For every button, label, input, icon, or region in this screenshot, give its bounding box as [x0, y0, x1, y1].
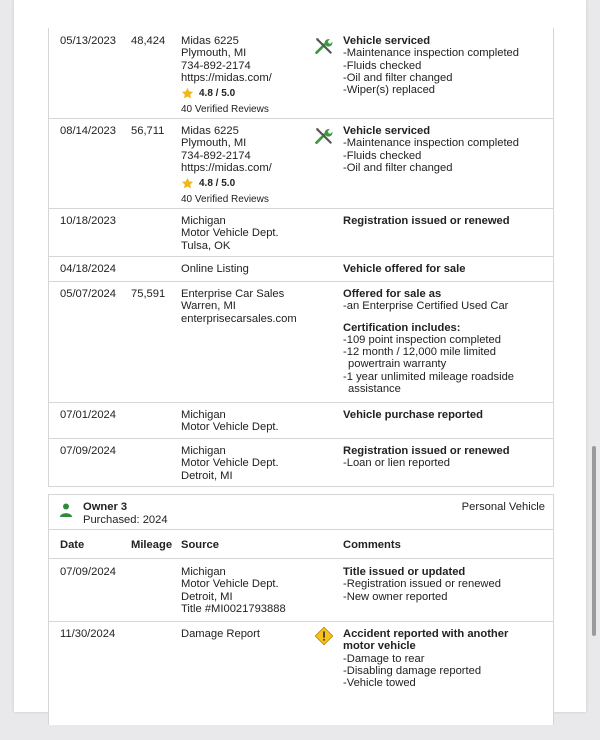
warning-icon — [314, 626, 334, 646]
comment-title: Vehicle serviced — [343, 35, 431, 47]
table-row — [49, 281, 553, 403]
record-comments: Vehicle serviced - Maintenance inspection completed - Fluids checked - Oil and filter changed — [343, 125, 548, 174]
comment-title: Title issued or updated — [343, 566, 466, 578]
rating-score: 4.8 / 5.0 — [199, 87, 236, 99]
record-date: 05/13/2023 — [60, 35, 116, 47]
header-mileage: Mileage — [131, 539, 173, 551]
table-row — [49, 208, 553, 257]
comment-title: Vehicle purchase reported — [343, 409, 483, 421]
record-mileage: 75,591 — [131, 288, 166, 300]
verified-reviews-link[interactable]: 40 Verified Reviews — [181, 194, 269, 206]
record-source: Michigan Motor Vehicle Dept. Detroit, MI Title #MI0021793888 — [181, 566, 286, 615]
table-row — [49, 28, 553, 119]
record-date: 05/07/2024 — [60, 288, 116, 300]
website-link[interactable]: https://midas.com/ — [181, 71, 272, 84]
record-comments — [343, 263, 548, 275]
star-icon — [181, 177, 194, 190]
header-date: Date — [60, 539, 85, 551]
record-source: Midas 6225 Plymouth, MI 734-892-2174 https://midas.com/ 4.8 / 5.0 40 Verified Reviews — [181, 125, 311, 206]
record-comments — [343, 215, 548, 227]
record-comments: Title issued or updated - Registration issued or renewed - New owner reported — [343, 566, 548, 603]
website-link[interactable]: https://midas.com/ — [181, 161, 272, 174]
record-comments — [343, 409, 548, 421]
record-date: 10/18/2023 — [60, 215, 116, 227]
header-source: Source — [181, 539, 219, 551]
comment-title: Vehicle serviced — [343, 125, 431, 137]
owner-3-card — [48, 494, 554, 725]
table-row — [49, 256, 553, 282]
record-date: 08/14/2023 — [60, 125, 116, 137]
record-comments: Offered for sale as - an Enterprise Certified Used Car Certification includes: - 109 point inspection completed - 12 month / 12,000 mile limited powertrain warranty - 1 year unlimited mileage roadside assistance — [343, 288, 548, 395]
record-comments: Vehicle serviced - Maintenance inspection completed - Fluids checked - Oil and filter changed - Wiper(s) replaced — [343, 35, 548, 96]
phone-link[interactable]: 734-892-2174 — [181, 149, 251, 162]
scrollbar[interactable] — [592, 446, 596, 636]
comment-title: Vehicle offered for sale — [343, 263, 466, 275]
table-row — [49, 402, 553, 439]
service-icon — [314, 36, 334, 56]
record-source: Michigan Motor Vehicle Dept. Detroit, MI — [181, 445, 279, 482]
record-source: Michigan Motor Vehicle Dept. Tulsa, OK — [181, 215, 279, 252]
table-row — [49, 559, 553, 622]
person-icon — [60, 503, 72, 517]
record-comments: Accident reported with another motor vehicle - Damage to rear - Disabling damage reported - Vehicle towed — [343, 628, 548, 689]
phone-link[interactable]: 734-892-2174 — [181, 59, 251, 72]
rating-score: 4.8 / 5.0 — [199, 177, 236, 189]
rating — [181, 177, 311, 190]
record-date: 04/18/2024 — [60, 263, 116, 275]
owner-header — [49, 495, 553, 530]
record-mileage: 56,711 — [131, 125, 165, 137]
owner-title: Owner 3 — [83, 501, 128, 513]
table-row — [49, 438, 553, 486]
record-source: Damage Report — [181, 628, 260, 640]
record-comments: Registration issued or renewed - Loan or lien reported — [343, 445, 548, 470]
record-source: Enterprise Car Sales Warren, MI enterprisecarsales.com — [181, 288, 311, 325]
record-date: 11/30/2024 — [60, 628, 116, 640]
record-date: 07/01/2024 — [60, 409, 116, 421]
record-date: 07/09/2024 — [60, 445, 116, 457]
star-icon — [181, 87, 194, 100]
comment-title: Registration issued or renewed — [343, 215, 510, 227]
record-mileage: 48,424 — [131, 35, 166, 47]
record-source: Online Listing — [181, 263, 249, 275]
service-icon — [314, 126, 334, 146]
table-row — [49, 621, 553, 725]
table-header — [49, 530, 553, 559]
comment-title: Accident reported with another motor vehicle — [343, 628, 509, 653]
website-link[interactable]: enterprisecarsales.com — [181, 312, 297, 325]
owner-vehicle-type: Personal Vehicle — [461, 501, 545, 513]
record-date: 07/09/2024 — [60, 566, 116, 578]
owner-purchased: Purchased: 2024 — [83, 514, 168, 526]
record-source: Michigan Motor Vehicle Dept. — [181, 409, 279, 434]
table-row — [49, 118, 553, 209]
header-comments: Comments — [343, 539, 401, 551]
verified-reviews-link[interactable]: 40 Verified Reviews — [181, 104, 269, 116]
owner-history-card — [48, 28, 554, 487]
comment-title: Offered for sale as — [343, 288, 442, 300]
rating — [181, 87, 311, 100]
comment-subtitle: Certification includes: — [343, 321, 461, 334]
comment-title: Registration issued or renewed — [343, 445, 510, 457]
record-source: Midas 6225 Plymouth, MI 734-892-2174 https://midas.com/ 4.8 / 5.0 40 Verified Reviews — [181, 35, 311, 116]
